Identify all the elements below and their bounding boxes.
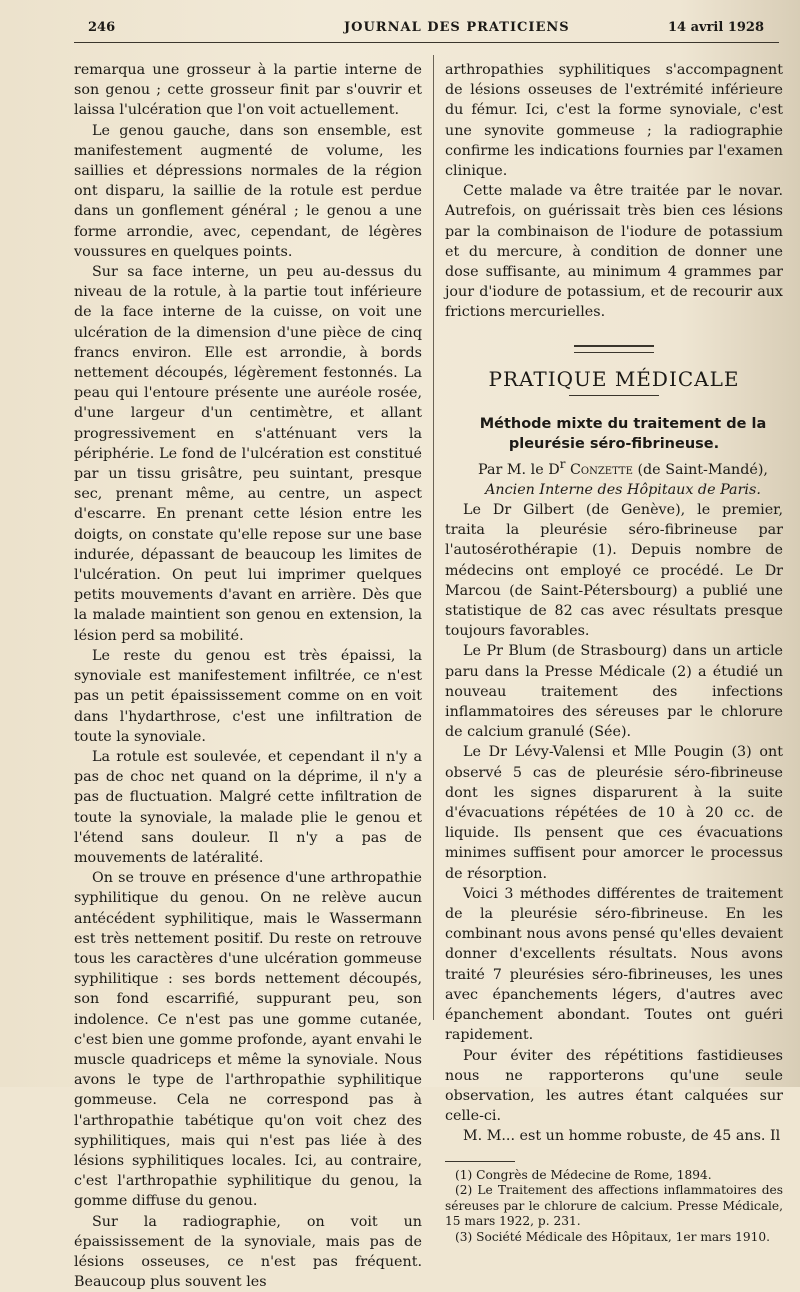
paragraph: Le Dr Gilbert (de Genève), le premier, traita la pleurésie séro-fibrineuse par l'autosérothérapie (1). Depuis nombre de médecins ont employé ce procédé. Le Dr Marcou (de Saint-Pétersbourg) a publié une statistique de 82 cas avec résultats presque toujours favorables.: [445, 502, 783, 640]
paragraph: Sur sa face interne, un peu au-dessus du niveau de la rotule, à la partie tout inférieure de la face interne de la cuisse, on voit une ulcération de la dimension d'une pièce de cinq francs environ. Elle est arrondie, à bords nettement découpés, légèrement festonnés. La peau qui l'entoure présente une auréole rosée, d'une largeur d'un centimètre, et allant progressivement en s'atténuant vers la périphérie. Le fond de l'ulcération est constitué par un tissu grisâtre, peu suintant, presque sec, prenant même, au centre, un aspect d'escarre. En prenant cette lésion entre les doigts, on constate qu'elle repose sur une base indurée, dépassant de beaucoup les limites de l'ulcération. On peut lui imprimer quelques petits mouvements d'avant en arrière. Dès que la malade maintient son genou en extension, la lésion perd sa mobilité.: [74, 264, 422, 644]
section-rule: [569, 395, 659, 396]
footnote: (2) Le Traitement des affections inflammatoires des séreuses par le chlorure de calcium. Presse Médicale, 15 mars 1922, p. 231.: [445, 1183, 783, 1229]
issue-date: 14 avril 1928: [667, 20, 764, 35]
footnote: (1) Congrès de Médecine de Rome, 1894.: [455, 1167, 712, 1182]
paragraph: Pour éviter des répétitions fastidieuses nous ne rapporterons qu'une seule observation, les autres étant calquées sur celle-ci.: [445, 1047, 783, 1125]
left-column: [74, 60, 422, 1292]
paragraph: Cette malade va être traitée par le novar. Autrefois, on guérissait très bien ces lésions par la combinaison de l'iodure de potassium et du mercure, à condition de donner une dose suffisante, au minimum 4 grammes par jour d'iodure de potassium, et de recourir aux frictions mercurielles.: [445, 183, 783, 321]
section-ornament: [574, 345, 654, 353]
paragraph: Le Pr Blum (de Strasbourg) dans un article paru dans la Presse Médicale (2) a étudié un nouveau traitement des infections inflammatoires des séreuses par le chlorure de calcium granulé (Sée).: [445, 643, 783, 741]
paragraph: On se trouve en présence d'une arthropathie syphilitique du genou. On ne relève aucun antécédent syphilitique, mais le Wassermann est très nettement positif. Du reste on retrouve tous les caractères d'une ulcération gommeuse syphilitique : ses bords nettement découpés, son fond escarrifié, suppurant peu, son indolence. Ce n'est pas une gomme cutanée, c'est bien une gomme profonde, ayant envahi le muscle quadriceps et même la synoviale. Nous avons le type de l'arthropathie syphilitique gommeuse. Cela ne correspond pas à l'arthropathie tabétique qu'on voit chez des syphilitiques, mais qui n'est pas liée à des lésions syphilitiques locales. Ici, au contraire, c'est l'arthropathie syphilitique du genou, la gomme diffuse du genou.: [74, 870, 422, 1210]
paragraph: Sur la radiographie, on voit un épaississement de la synoviale, mais pas de lésions osseuses, ce n'est pas fréquent. Beaucoup plus souvent les: [74, 1213, 422, 1291]
footnote-rule: [445, 1161, 515, 1162]
header-rule: [74, 42, 779, 43]
author-name: Conzette: [569, 461, 633, 478]
running-header: [74, 20, 784, 42]
paragraph: arthropathies syphilitiques s'accompagnent de lésions osseuses de l'extrémité inférieure du fémur. Ici, c'est la forme synoviale, c'est une synovite gommeuse ; la radiographie confirme les indications fournies par l'examen clinique.: [445, 62, 783, 180]
paragraph: Le Dr Lévy-Valensi et Mlle Pougin (3) ont observé 5 cas de pleurésie séro-fibrineuse dont les signes disparurent à la suite d'évacuations répétées de 10 à 20 cc. de liquide. Ils pensent que ces évacuations minimes suffisent pour amorcer le processus de résorption.: [445, 744, 783, 882]
paragraph: Voici 3 méthodes différentes de traitement de la pleurésie séro-fibrineuse. En les combinant nous avons pensé qu'elles devaient donner d'excellents résultats. Nous avons traité 7 pleurésies séro-fibrineuses, les unes avec épanchements légers, d'autres avec épanchement abondant. Toutes ont guéri rapidement.: [445, 885, 783, 1044]
footnotes: [445, 1168, 783, 1246]
column-divider: [433, 55, 434, 1020]
paragraph: La rotule est soulevée, et cependant il n'y a pas de choc net quand on la déprime, il n'y a pas de fluctuation. Malgré cette infiltration de toute la synoviale, la malade plie le genou et l'étend sans douleur. Il n'y a pas de mouvements de latéralité.: [74, 748, 422, 866]
right-column: [445, 60, 783, 1245]
paragraph: remarqua une grosseur à la partie interne de son genou ; cette grosseur finit par s'ouvrir et laissa l'ulcération que l'on voit actuellement.: [74, 62, 422, 119]
author-affiliation: Ancien Interne des Hôpitaux de Paris.: [485, 481, 761, 498]
paragraph: M. M... est un homme robuste, de 45 ans. Il: [463, 1128, 781, 1145]
page-number: 246: [88, 20, 116, 35]
paragraph: Le reste du genou est très épaissi, la synoviale est manifestement infiltrée, ce n'est pas un petit épaississement comme on en voit dans l'hydarthrose, c'est une infiltration de toute la synoviale.: [74, 647, 422, 745]
section-title: PRATIQUE MÉDICALE: [488, 366, 740, 391]
journal-title: JOURNAL DES PRATICIENS: [344, 20, 570, 35]
footnote: (3) Société Médicale des Hôpitaux, 1er mars 1910.: [455, 1229, 770, 1244]
article-title: Méthode mixte du traitement de la pleurésie séro-fibrineuse.: [479, 415, 767, 452]
paragraph: Le genou gauche, dans son ensemble, est manifestement augmenté de volume, les saillies et dépressions normales de la région ont disparu, la saillie de la rotule est perdue dans un gonflement général ; le genou a une forme arrondie, avec, cependant, de légères voussures en quelques points.: [74, 122, 422, 260]
article-byline: Par M. le $D^r$ Conzette (de Saint-Mandé),: [478, 456, 768, 478]
